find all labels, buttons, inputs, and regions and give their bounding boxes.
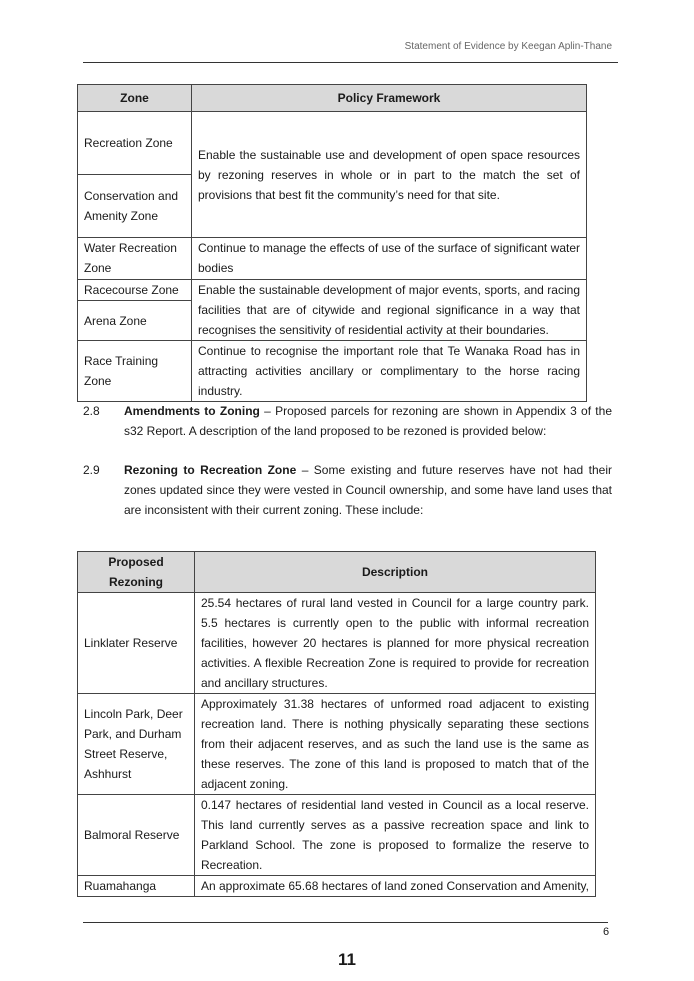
paragraph-number: 2.8: [83, 404, 100, 418]
rezoning-description-cell: 0.147 hectares of residential land vested in Council as a local reserve. This land currently serves as a passive recreation space and link to Parkland School. The zone is proposed to formalize the reserve to Recreation.: [194, 795, 595, 876]
paragraph-number: 2.9: [83, 463, 100, 477]
zone-cell-recreation: Recreation Zone: [78, 112, 192, 175]
rezoning-name-cell: Lincoln Park, Deer Park, and Durham Street Reserve, Ashhurst: [78, 694, 195, 795]
paragraph-heading: Rezoning to Recreation Zone: [124, 463, 297, 477]
zone-cell-arena: Arena Zone: [78, 301, 192, 341]
zone-policy-table: [77, 84, 587, 402]
paragraph-body: [124, 460, 612, 520]
rezoning-name-cell: Linklater Reserve: [78, 593, 195, 694]
footer-divider: [83, 922, 608, 923]
paragraph-body: [124, 401, 612, 441]
rezoning-description-cell: An approximate 65.68 hectares of land zoned Conservation and Amenity,: [194, 876, 595, 897]
policy-cell-recreation-conservation: Enable the sustainable use and development of open space resources by rezoning reserves in whole or in part to the match the set of provisions that best fit the community’s need for that site.: [192, 112, 587, 238]
zone-cell-racecourse: Racecourse Zone: [78, 280, 192, 301]
zone-cell-water: Water Recreation Zone: [78, 238, 192, 280]
rezoning-table: [77, 551, 596, 897]
policy-cell-racecourse-arena: Enable the sustainable development of major events, sports, and racing facilities that are of citywide and regional significance in a way that recognises the sensitivity of residential activity at their boundaries.: [192, 280, 587, 341]
policy-column-header: Policy Framework: [192, 85, 587, 112]
paragraph-text: – Some existing and future reserves have not had their zones updated since they were vested in Council ownership, and some have land uses that are inconsistent with their current zoning. These include:: [124, 463, 612, 517]
paragraph-text: – Proposed parcels for rezoning are shown in Appendix 3 of the s32 Report. A description of the land proposed to be rezoned is provided below:: [124, 404, 612, 438]
document-header: Statement of Evidence by Keegan Aplin-Thane: [404, 41, 612, 52]
page-number: 6: [603, 926, 610, 938]
policy-cell-water: Continue to manage the effects of use of the surface of significant water bodies: [192, 238, 587, 280]
rezoning-description-cell: Approximately 31.38 hectares of unformed road adjacent to existing recreation land. There is nothing physically separating these sections from their adjacent reserves, and as such the land use is the same as these reserves. The zone of this land is proposed to match that of the adjacent zoning.: [194, 694, 595, 795]
header-divider: [83, 62, 618, 63]
zone-column-header: Zone: [78, 85, 192, 112]
rezoning-name-cell: Ruamahanga: [78, 876, 195, 897]
document-stamp-number: 11: [338, 950, 356, 969]
rezoning-description-cell: 25.54 hectares of rural land vested in Council for a large country park. 5.5 hectares is currently open to the public with informal recreation facilities, however 20 hectares is planned for more physical recreation activities. A flexible Recreation Zone is required to provide for recreation and ancillary structures.: [194, 593, 595, 694]
policy-cell-race-training: Continue to recognise the important role that Te Wanaka Road has in attracting activities ancillary or complimentary to the horse racing industry.: [192, 341, 587, 402]
rezoning-name-cell: Balmoral Reserve: [78, 795, 195, 876]
zone-cell-conservation: Conservation and Amenity Zone: [78, 175, 192, 238]
paragraph-heading: Amendments to Zoning: [124, 404, 260, 418]
description-column-header: Description: [194, 552, 595, 593]
rezoning-column-header: Proposed Rezoning: [78, 552, 195, 593]
zone-cell-race-training: Race Training Zone: [78, 341, 192, 402]
